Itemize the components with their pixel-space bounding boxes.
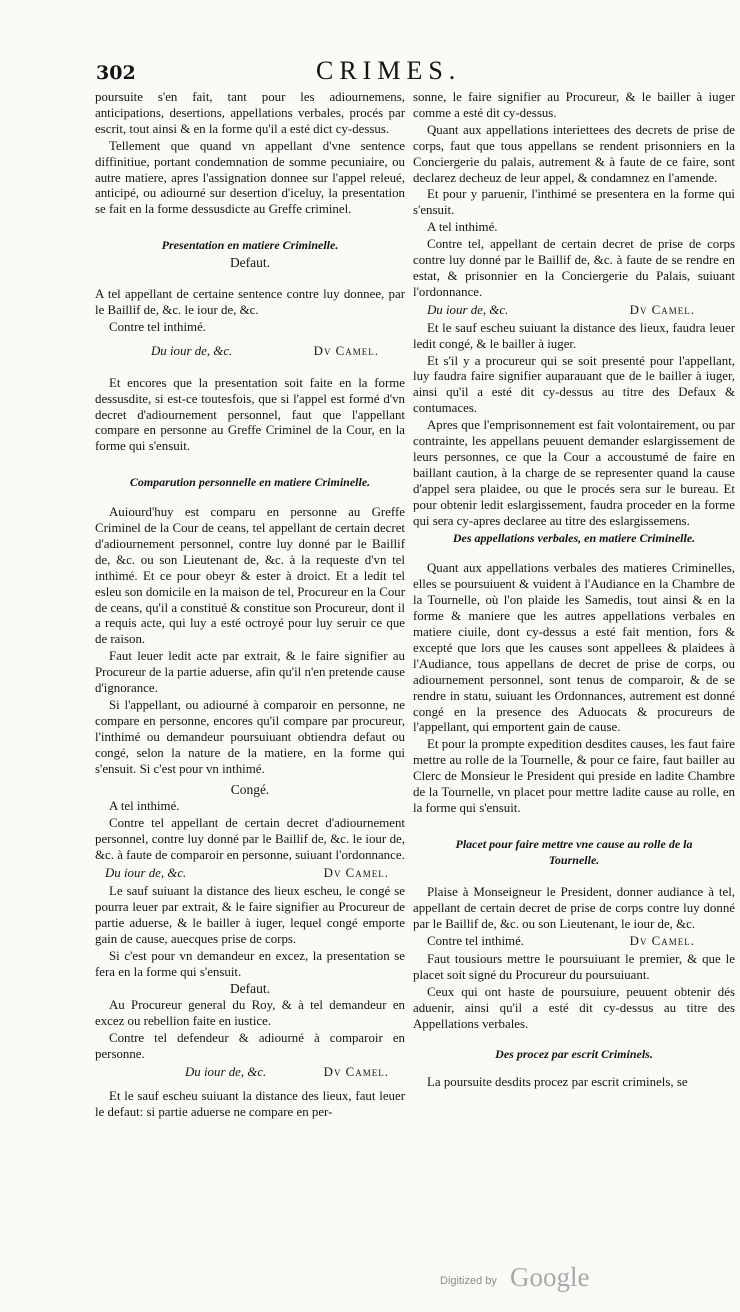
paragraph: A tel inthimé. [427, 220, 498, 235]
section-subheading: Defaut. [229, 981, 271, 997]
signature-date: Du iour de, &c. [151, 343, 233, 358]
paragraph: Plaise à Monseigneur le President, donner audiance à tel, appellant de certain decret de prise de corps contre luy donné par le Baillif de, &c. ou son Lieutenant, le iour de, &c. [413, 884, 735, 931]
paragraph: Quant aux appellations interiettees des decrets de prise de corps, faut que tous appellans se rendent prisonniers en la Conciergerie du palais, autrement & à faute de ce faire, sont declarez decheuz de leur appel, & condamnez en l'amende. [413, 122, 735, 185]
paragraph: La poursuite desdits procez par escrit criminels, se [427, 1074, 688, 1089]
paragraph: Ceux qui ont haste de poursuiure, peuuent obtenir dés aduenir, ainsi qu'il a esté dit cy-dessus au titre des Appellations verbales. [413, 985, 735, 1031]
paragraph: Contre tel defendeur & adiourné à comparoir en personne. [95, 1031, 405, 1062]
right-column [413, 90, 735, 1092]
paragraph: Contre tel inthimé. [427, 934, 525, 949]
signature-name: Dv Camel. [629, 302, 695, 317]
paragraph: Et le sauf escheu suiuant la distance des lieux, faut leuer le defaut: si partie aduerse ne compare en per- [95, 1088, 405, 1119]
paragraph: Faut tousiours mettre le poursuiuant le premier, & que le placet soit signé du Procureur du poursuiuant. [413, 952, 735, 983]
paragraph: Et pour la prompte expedition desdites causes, les faut faire mettre au rolle de la Tournelle, & pour ce faire, faut bailler au Clerc de Monsieur le President qui preside en ladite Chambre de la Tournelle, vn placet pour mettre ladite cause au rolle, en la forme qui s'ensuit. [413, 737, 735, 815]
paragraph: Faut leuer ledit acte par extrait, & le faire signifier au Procureur de la partie aduerse, afin qu'il n'en pretende cause d'ignorance. [95, 649, 405, 696]
paragraph: Contre tel, appellant de certain decret de prise de corps contre luy donné par le Baillif de, &c. à faute de se rendre en estat, & prisonnier en la Conciergerie du Palais, suiuant l'ordonnance. [413, 237, 735, 299]
signature-date: Du iour de, &c. [427, 302, 509, 317]
paragraph: Le sauf suiuant la distance des lieux escheu, le congé se pourra leuer par extrait, & le faire signifier au Procureur de partie aduerse, & le bailler à iuger, lequel congé emporte gain de cause, auecques prise de corps. [95, 883, 405, 946]
paragraph: Tellement que quand vn appellant d'vne sentence diffinitiue, portant condemnation de somme pecuniaire, ou autre matiere, apres l'assignation donnee sur l'appel releué, anticipé, ou adiourné sur desertion d'iceluy, la presentation se fait en la forme dessusdicte au Greffe criminel. [95, 138, 405, 217]
digitized-by-label: Digitized by [440, 1275, 497, 1287]
paragraph: Si c'est pour vn demandeur en excez, la presentation se fera en la forme qui s'ensuit. [95, 948, 405, 979]
paragraph: Et encores que la presentation soit faite en la forme dessusdite, si est-ce toutesfois, que si l'appel est formé d'vn decret d'adiournement personnel, faut que l'appellant compare en personne au Greffe Criminel de la Cour, en la forme qui s'ensuit. [95, 375, 405, 454]
paragraph: Si l'appellant, ou adiourné à comparoir en personne, ne compare en personne, encores qu'il compare par procureur, l'inthimé ou demandeur poursuiuant obtiendra defaut ou congé, selon la nature de la matiere, en la forme qui s'ensuit. Si c'est pour vn inthimé. [95, 698, 405, 776]
paragraph: Auiourd'huy est comparu en personne au Greffe Criminel de la Cour de ceans, tel appellant de certain decret d'adiournement personnel, contre luy donné par le Baillif de, &c. ou son Lieutenant de, &c. à la requeste d'vn tel inthimé. Et ce pour obeyr & ester à droict. Et a ledit tel esleu son domicile en la maison de tel, Procureur en la Cour de ceans, qu'il a constitué & constitue son Procureur, dont il a requis acte, qui luy a esté octroyé pour luy seruir ce que de raison. [95, 505, 406, 647]
signature-date: Du iour de, &c. [185, 1064, 267, 1079]
left-column [95, 90, 405, 1122]
paragraph: Contre tel appellant de certain decret d'adiournement personnel, contre luy donné par le Baillif de, &c. le iour de, &c. à faute de comparoir en personne, suiuant l'ordonnance. [95, 816, 405, 863]
section-subheading: Defaut. [229, 255, 271, 271]
section-heading: Placet pour faire mettre vne cause au rolle de la Tournelle. [455, 836, 693, 867]
section-subheading: Congé. [230, 781, 270, 797]
page-header [92, 54, 737, 88]
signature-line [95, 866, 405, 882]
running-title: CRIMES. [316, 56, 462, 85]
section-heading: Presentation en matiere Criminelle. [161, 238, 339, 253]
paragraph: A tel inthimé. [109, 799, 180, 814]
section-heading: Des appellations verbales, en matiere Criminelle. [452, 531, 696, 546]
paragraph: Contre tel inthimé. [109, 319, 207, 334]
paragraph: sonne, le faire signifier au Procureur, & le bailler à iuger comme a esté dit cy-dessus. [413, 90, 735, 120]
paragraph: Quant aux appellations verbales des matieres Criminelles, elles se poursuiuent & vuident à l'Audiance en la Chambre de la Tournelle, où l'on plaide les Samedis, tout ainsi & en la forme & maniere que les autres appellations verbales en matiere ciuile, dont cy-dessus a esté fait mention, fors & excepté que lors que les causes sont appellees & plaidees à l'Audiance, tous appellans de decret de prise de corps, ou adiournement personnel, sont tenus de comparoir, & de se rendre in statu, suiuant les Ordonnances, autrement est donné congé en la presence des Aduocats & procureurs de l'appellant, qui emportent gain de cause. [413, 561, 735, 735]
signature-line [95, 1065, 405, 1081]
digitization-watermark [440, 1262, 640, 1298]
signature-line [413, 303, 735, 319]
paragraph: Apres que l'emprisonnement est fait volontairement, ou par contrainte, les appellans peuuent demander eslargissement de leurs personnes, ce que la Cour a accoustumé de faire en baillant caution, à la charge de se representer quand la cause d'appel sera plaidee, ou que le procés sera sur le bureau. Et pour obtenir ledit eslargissement, faudra proceder en la forme qui sera cy-apres declaree au titre des eslargissemens. [413, 418, 735, 528]
paragraph: Et s'il y a procureur qui se soit presenté pour l'appellant, luy faudra faire signifier auparauant que de le bailler à iuger, ainsi qu'il a esté dit cy-dessus au titre des Defaux & contumaces. [413, 353, 735, 416]
google-logo: Google [510, 1262, 590, 1292]
page-number: 302 [96, 62, 136, 84]
section-heading: Comparution personnelle en matiere Criminelle. [129, 475, 371, 490]
paragraph: poursuite s'en fait, tant pour les adiournemens, anticipations, desertions, appellations verbales, procés par escrit, tout ainsi & en la forme qu'il a esté dict cy-dessus. [95, 90, 405, 136]
signature-name: Dv Camel. [323, 1064, 389, 1079]
signature-line [413, 934, 735, 950]
signature-name: Dv Camel. [313, 343, 379, 358]
signature-name: Dv Camel. [629, 934, 695, 949]
paragraph: A tel appellant de certaine sentence contre luy donnee, par le Baillif de, &c. le iour de, &c. [95, 287, 405, 317]
paragraph: Au Procureur general du Roy, & à tel demandeur en excez ou rebellion faite en iustice. [95, 998, 405, 1029]
signature-date: Du iour de, &c. [105, 866, 187, 881]
paragraph: Et le sauf escheu suiuant la distance des lieux, faudra leuer ledit congé, & le bailler à iuger. [413, 320, 735, 351]
paragraph: Et pour y paruenir, l'inthimé se presentera en la forme qui s'ensuit. [413, 187, 735, 218]
signature-name: Dv Camel. [323, 866, 389, 881]
signature-line [95, 344, 405, 360]
section-heading: Des procez par escrit Criminels. [495, 1046, 653, 1061]
